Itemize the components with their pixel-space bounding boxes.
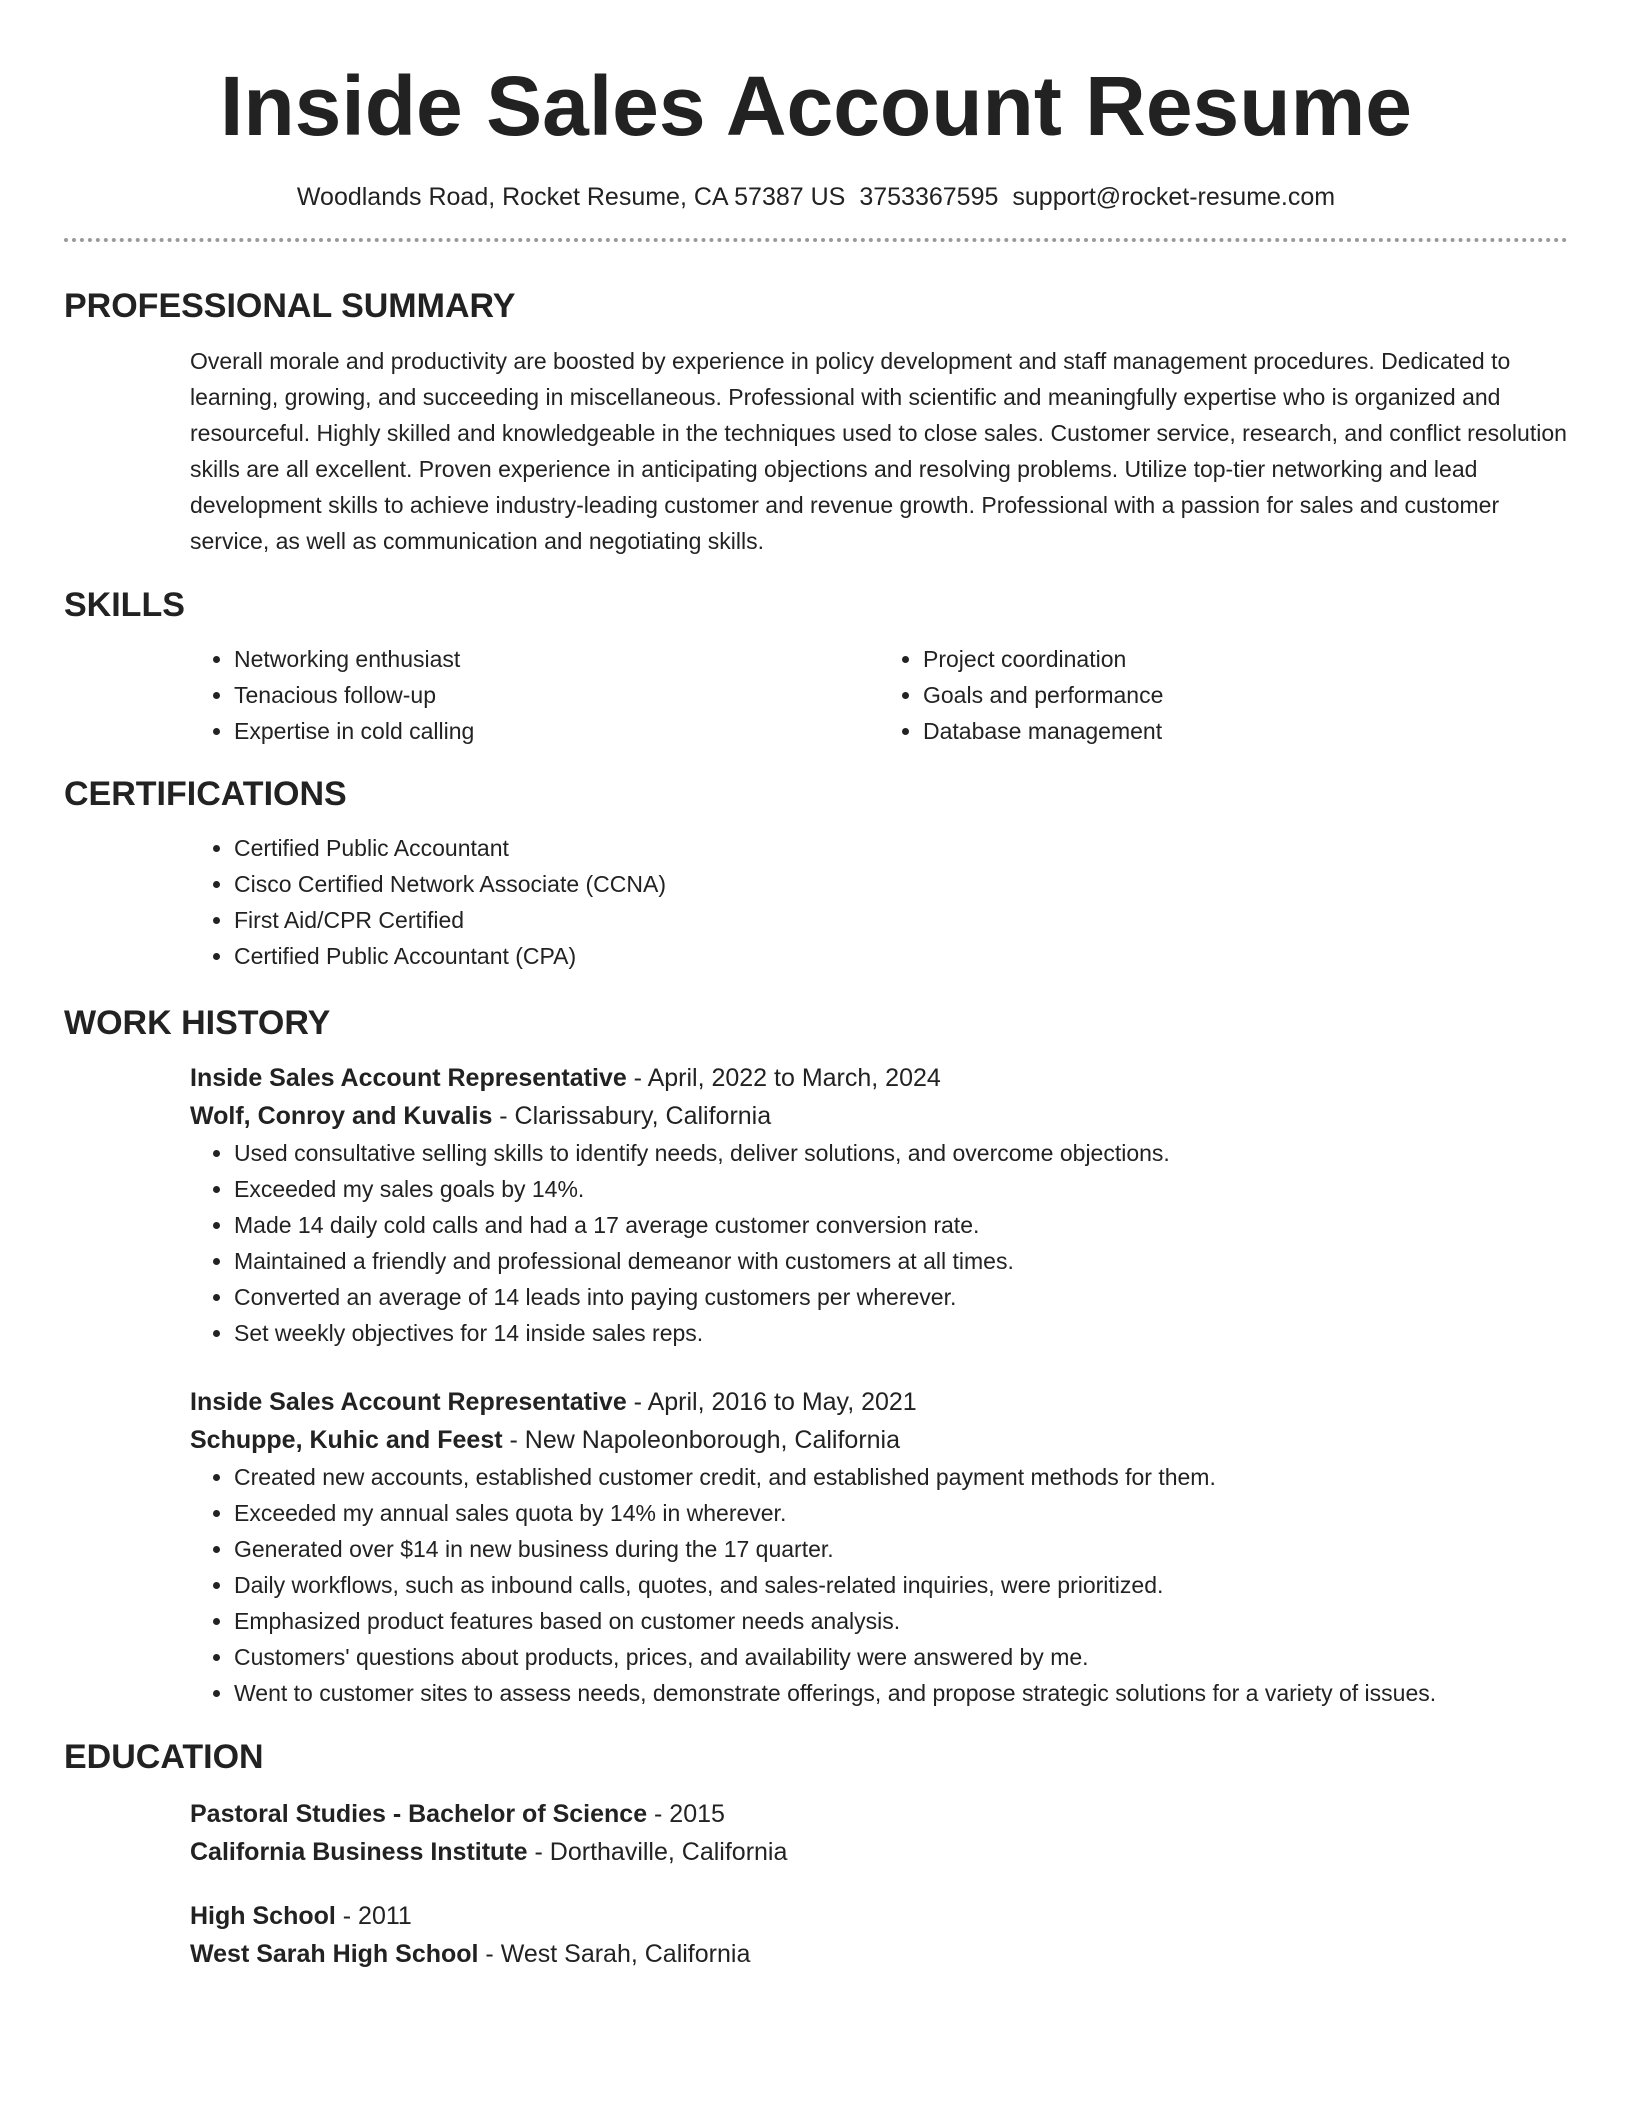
education-year: - 2011 — [335, 1902, 412, 1930]
job-bullets — [190, 1459, 1568, 1711]
job-bullet: • Maintained a friendly and professional demeanor with customers at all times. — [234, 1243, 1568, 1279]
certification-item: • Certified Public Accountant (CPA) — [234, 938, 1568, 974]
job-entry — [190, 1383, 1568, 1711]
header-divider — [64, 238, 1568, 242]
job-bullet: • Created new accounts, established customer credit, and established payment methods for them. — [234, 1459, 1568, 1495]
job-bullet: • Made 14 daily cold calls and had a 17 average customer conversion rate. — [234, 1207, 1568, 1243]
job-bullet: • Daily workflows, such as inbound calls, quotes, and sales-related inquiries, were prioritized. — [234, 1567, 1568, 1603]
contact-address: Woodlands Road, Rocket Resume, CA 57387 US — [296, 183, 846, 211]
resume-title: Inside Sales Account Resume — [220, 59, 1412, 153]
education-degree-line — [190, 1897, 1568, 1935]
skills-list-left — [190, 641, 879, 749]
job-bullet: • Generated over $14 in new business during the 17 quarter. — [234, 1531, 1568, 1567]
job-location: - New Napoleonborough, California — [502, 1426, 901, 1454]
education-heading: EDUCATION — [64, 1738, 264, 1776]
job-bullet: • Customers' questions about products, prices, and availability were answered by me. — [234, 1639, 1568, 1675]
job-entry — [190, 1059, 1568, 1351]
education-entry — [190, 1897, 1568, 1973]
skill-item: • Project coordination — [923, 641, 1568, 677]
skill-item: • Database management — [923, 713, 1568, 749]
summary-text: Overall morale and productivity are boosted by experience in policy development and staff management procedures. Dedicated to learning, growing, and succeeding in miscellaneous. Professional with scientific and meaningfully expertise who is organized and resourceful. Highly skilled and knowledgeable in the techniques used to close sales. Customer service, research, and conflict resolution skills are all excellent. Proven experience in anticipating objections and resolving problems. Utilize top-tier networking and lead development skills to achieve industry-leading customer and revenue growth. Professional with a passion for sales and customer service, as well as communication and negotiating skills. — [190, 348, 1567, 554]
job-title-line — [190, 1383, 1568, 1421]
education-school-line — [190, 1833, 1568, 1871]
job-bullet: • Emphasized product features based on customer needs analysis. — [234, 1603, 1568, 1639]
job-bullet: • Set weekly objectives for 14 inside sales reps. — [234, 1315, 1568, 1351]
job-bullets — [190, 1135, 1568, 1351]
skill-item: • Tenacious follow-up — [234, 677, 879, 713]
job-role: Inside Sales Account Representative — [190, 1388, 627, 1416]
work-heading: WORK HISTORY — [64, 1004, 331, 1042]
job-company: Wolf, Conroy and Kuvalis — [190, 1102, 493, 1130]
education-location: - West Sarah, California — [478, 1940, 751, 1968]
job-bullet: • Exceeded my annual sales quota by 14% in wherever. — [234, 1495, 1568, 1531]
contact-email: support@rocket-resume.com — [1012, 183, 1336, 211]
job-company-line — [190, 1421, 1568, 1459]
education-location: - Dorthaville, California — [527, 1838, 788, 1866]
education-entry — [190, 1795, 1568, 1871]
education-school: West Sarah High School — [190, 1940, 479, 1968]
education-degree-line — [190, 1795, 1568, 1833]
job-bullet: • Converted an average of 14 leads into paying customers per wherever. — [234, 1279, 1568, 1315]
contact-phone: 3753367595 — [859, 183, 999, 211]
job-company: Schuppe, Kuhic and Feest — [190, 1426, 503, 1454]
skill-item: • Networking enthusiast — [234, 641, 879, 677]
certification-item: • Certified Public Accountant — [234, 830, 1568, 866]
job-dates: - April, 2022 to March, 2024 — [626, 1064, 941, 1092]
education-school: California Business Institute — [190, 1838, 528, 1866]
job-dates: - April, 2016 to May, 2021 — [626, 1388, 917, 1416]
certifications-section — [190, 830, 1568, 974]
skills-list-right — [879, 641, 1568, 749]
job-title-line — [190, 1059, 1568, 1097]
job-bullet: • Used consultative selling skills to identify needs, deliver solutions, and overcome objections. — [234, 1135, 1568, 1171]
job-company-line — [190, 1097, 1568, 1135]
summary-heading: PROFESSIONAL SUMMARY — [64, 287, 516, 325]
education-school-line — [190, 1935, 1568, 1973]
skills-heading: SKILLS — [64, 586, 185, 624]
skill-item: • Expertise in cold calling — [234, 713, 879, 749]
job-bullet: • Exceeded my sales goals by 14%. — [234, 1171, 1568, 1207]
skills-section — [190, 641, 1568, 749]
summary-section — [190, 343, 1568, 559]
job-location: - Clarissabury, California — [492, 1102, 772, 1130]
certification-item: • First Aid/CPR Certified — [234, 902, 1568, 938]
certification-item: • Cisco Certified Network Associate (CCNA) — [234, 866, 1568, 902]
skill-item: • Goals and performance — [923, 677, 1568, 713]
job-role: Inside Sales Account Representative — [190, 1064, 627, 1092]
certifications-heading: CERTIFICATIONS — [64, 775, 347, 813]
job-bullet: • Went to customer sites to assess needs, demonstrate offerings, and propose strategic solutions for a variety of issues. — [234, 1675, 1568, 1711]
certifications-list — [190, 830, 1568, 974]
education-degree: High School — [190, 1902, 336, 1930]
contact-line — [64, 182, 1568, 212]
education-year: - 2015 — [647, 1800, 725, 1828]
education-degree: Pastoral Studies - Bachelor of Science — [190, 1800, 648, 1828]
